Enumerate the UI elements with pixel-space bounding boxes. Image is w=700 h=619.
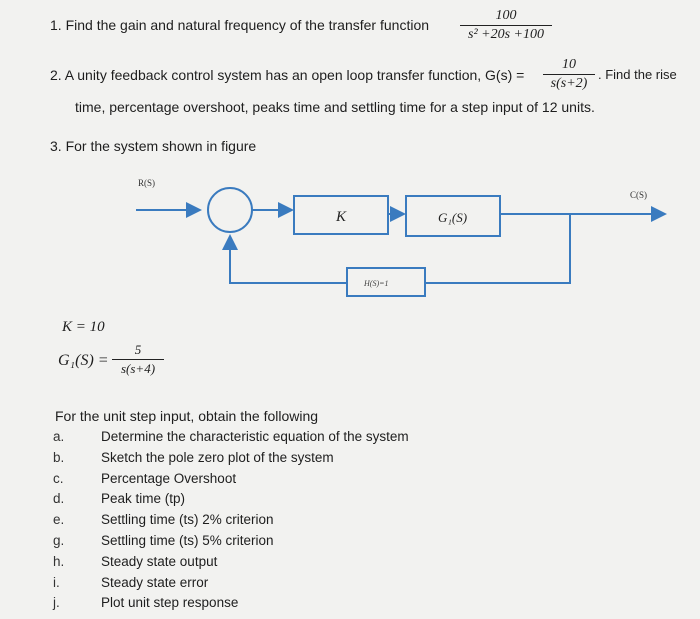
output-label: C(S) bbox=[630, 190, 648, 200]
list-item-text: Sketch the pole zero plot of the system bbox=[101, 449, 334, 465]
list-item-letter: b. bbox=[53, 449, 65, 465]
question-1-text: 1. Find the gain and natural frequency of the transfer function bbox=[50, 17, 430, 33]
tf2-numerator: 10 bbox=[562, 57, 576, 72]
question-2-text: 2. A unity feedback control system has an open loop transfer function, G(s) = bbox=[50, 67, 525, 83]
feedback-line-left bbox=[230, 236, 347, 283]
question-2-tail: . Find the rise bbox=[598, 67, 677, 82]
g1-denominator: s(s+4) bbox=[120, 361, 156, 376]
list-item-text: Percentage Overshoot bbox=[101, 470, 237, 486]
summing-junction bbox=[208, 188, 252, 232]
g1-transfer-function bbox=[112, 342, 164, 377]
task-intro: For the unit step input, obtain the following bbox=[55, 408, 319, 424]
list-item-letter: i. bbox=[53, 574, 60, 590]
plant-label: G₁(S) bbox=[438, 210, 468, 225]
list-item-text: Steady state output bbox=[101, 553, 218, 569]
task-list bbox=[53, 429, 473, 619]
list-item-letter: g. bbox=[53, 533, 65, 548]
question-3-text: 3. For the system shown in figure bbox=[50, 138, 257, 154]
list-item-text: Determine the characteristic equation of the system bbox=[101, 429, 409, 444]
list-item-letter: h. bbox=[53, 553, 65, 569]
gain-value: K = 10 bbox=[62, 319, 105, 335]
gain-label: K bbox=[336, 209, 347, 225]
tf1-numerator: 100 bbox=[495, 8, 517, 23]
list-item-letter: j. bbox=[53, 595, 60, 611]
list-item-text: Peak time (tp) bbox=[101, 491, 186, 507]
tf1-denominator: s² +20s +100 bbox=[468, 27, 544, 42]
list-item-letter: c. bbox=[53, 470, 64, 486]
list-item-text: Steady state error bbox=[101, 574, 209, 590]
list-item-text: Plot unit step response bbox=[101, 595, 239, 611]
question-2-line2: time, percentage overshoot, peaks time and settling time for a step input of 12 units. bbox=[75, 99, 595, 115]
list-item-text: Settling time (ts) 5% criterion bbox=[101, 533, 274, 548]
input-label: R(S) bbox=[138, 178, 156, 188]
list-item-text: Settling time (ts) 2% criterion bbox=[101, 512, 274, 528]
list-item-letter: a. bbox=[53, 429, 65, 444]
g1-numerator: 5 bbox=[134, 342, 142, 357]
g1-lhs: G₁(S) = bbox=[58, 352, 109, 369]
fraction-bar bbox=[112, 359, 164, 360]
list-item-letter: d. bbox=[53, 491, 65, 507]
tf2-denominator: s(s+2) bbox=[550, 76, 588, 91]
list-item-letter: e. bbox=[53, 512, 65, 528]
feedback-label: H(S)=1 bbox=[364, 279, 389, 288]
